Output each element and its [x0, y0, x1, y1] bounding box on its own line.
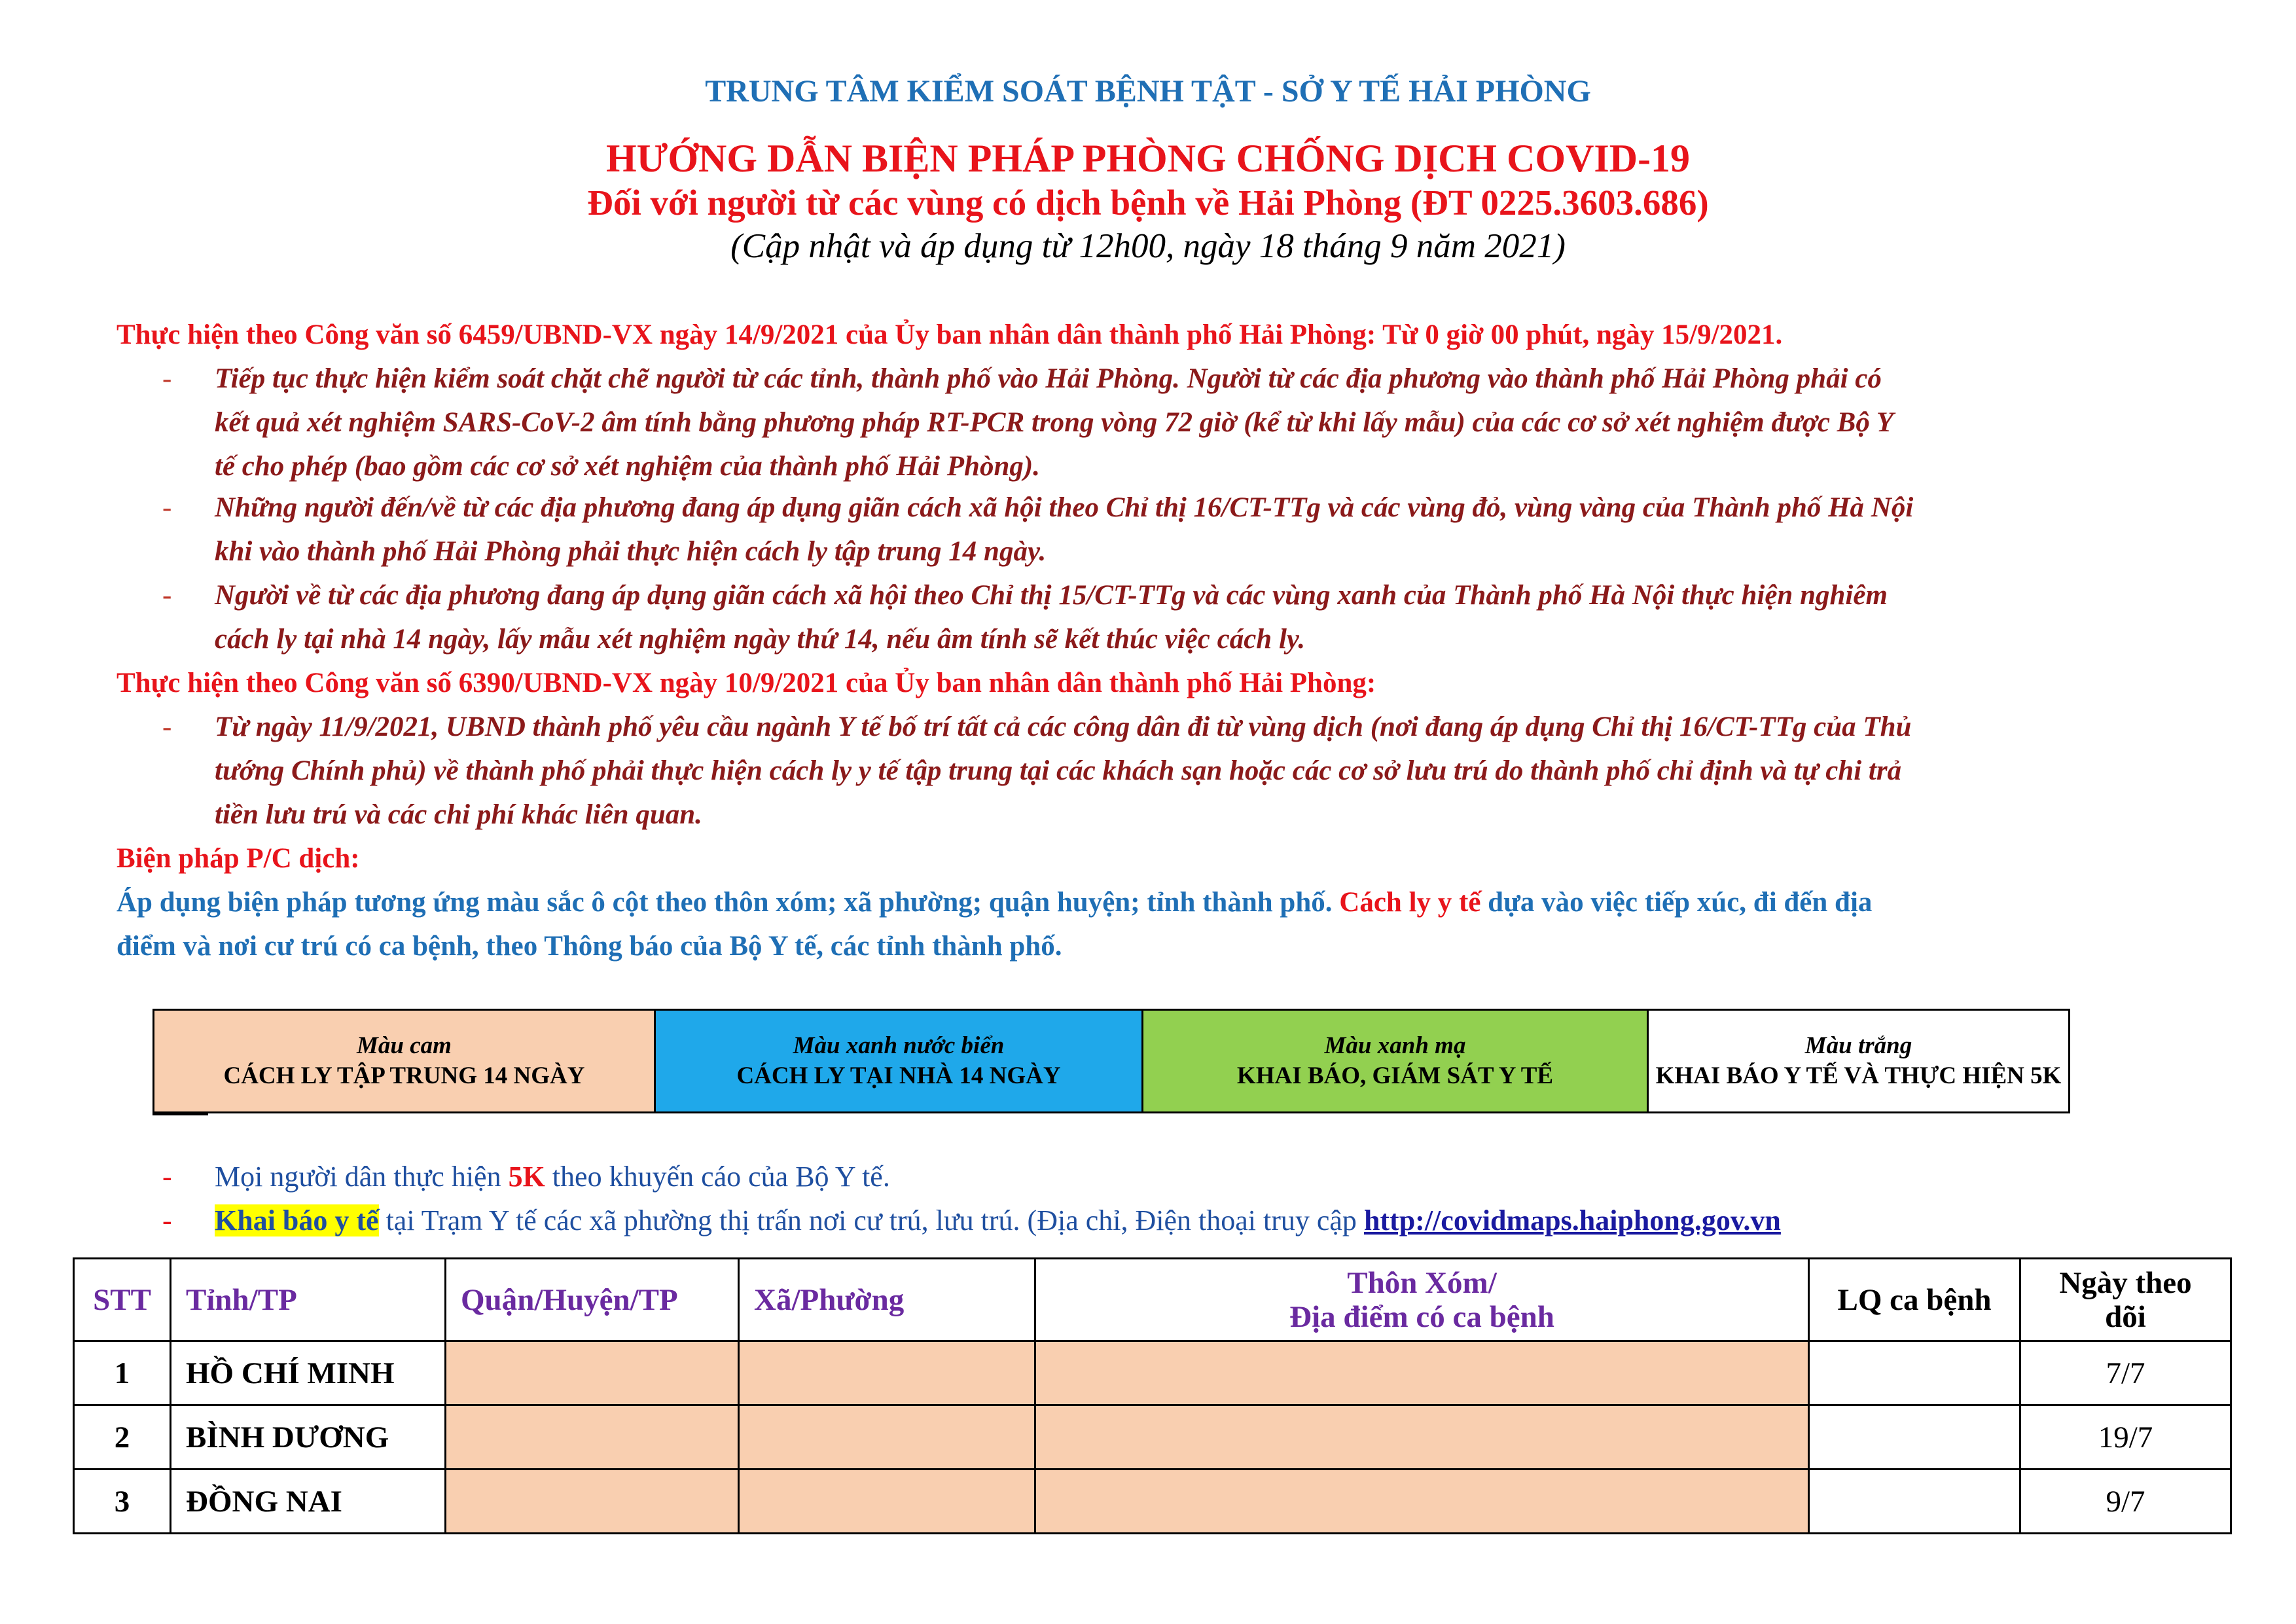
cell-district — [446, 1341, 739, 1405]
cell-date: 9/7 — [2020, 1470, 2231, 1534]
bullet-line: Những người đến/về từ các địa phương đang áp dụng giãn cách xã hội theo Chỉ thị 16/CT-TTg và các vùng đỏ, vùng vàng của Thành phố Hà Nội — [215, 492, 1914, 523]
legend-description: CÁCH LY TẠI NHÀ 14 NGÀY — [736, 1062, 1061, 1089]
cell-village — [1035, 1341, 1809, 1405]
note-dash: - — [162, 1204, 172, 1236]
legend-description: KHAI BÁO, GIÁM SÁT Y TẾ — [1236, 1062, 1554, 1089]
document-subtitle: Đối với người từ các vùng có dịch bệnh về Hải Phòng (ĐT 0225.3603.686) — [587, 183, 1709, 223]
directive1-bullet-3 — [117, 573, 2191, 661]
directive2-bullet-1 — [117, 705, 2191, 837]
header-related: LQ ca bệnh — [1809, 1259, 2020, 1341]
cell-ward — [739, 1470, 1035, 1534]
legend-color-name: Màu trắng — [1804, 1032, 1912, 1059]
legend-orange — [154, 1011, 656, 1111]
note-5k — [162, 1155, 2257, 1199]
table-header-row — [74, 1259, 2231, 1341]
cell-date: 19/7 — [2020, 1405, 2231, 1470]
cell-province: ĐỒNG NAI — [171, 1470, 446, 1534]
note-dash: - — [162, 1161, 172, 1193]
cell-stt: 3 — [74, 1470, 171, 1534]
directive1-heading: Thực hiện theo Công văn số 6459/UBND-VX ngày 14/9/2021 của Ủy ban nhân dân thành phố Hải Phòng: Từ 0 giờ 00 phút, ngày 15/9/2021. — [117, 319, 1783, 350]
note-text: tại Trạm Y tế các xã phường thị trấn nơi cư trú, lưu trú. (Địa chỉ, Điện thoại truy cập — [386, 1204, 1357, 1236]
note-medical-declaration — [162, 1199, 2257, 1242]
cell-district — [446, 1470, 739, 1534]
bullet-line: Từ ngày 11/9/2021, UBND thành phố yêu cầu ngành Y tế bố trí tất cả các công dân đi từ vùng dịch (nơi đang áp dụng Chỉ thị 16/CT-TTg của Thủ — [215, 712, 1912, 742]
legend-white — [1649, 1011, 2068, 1111]
note-text: theo khuyến cáo của Bộ Y tế. — [552, 1161, 890, 1193]
cell-stt: 2 — [74, 1405, 171, 1470]
cell-related — [1809, 1341, 2020, 1405]
legend-color-name: Màu xanh nước biển — [793, 1032, 1005, 1059]
cell-village — [1035, 1405, 1809, 1470]
header-village-line: Địa điểm có ca bệnh — [1289, 1299, 1554, 1334]
legend-green — [1143, 1011, 1649, 1111]
measures-text: Áp dụng biện pháp tương ứng màu sắc ô cột theo thôn xóm; xã phường; quận huyện; tỉnh thành phố. — [117, 887, 1333, 918]
bullet-dash: - — [162, 363, 172, 394]
bullet-line: tướng Chính phủ) về thành phố phải thực hiện cách ly y tế tập trung tại các khách sạn hoặc các cơ sở lưu trú do thành phố chỉ định và tự chi trả — [215, 755, 1902, 786]
bullet-dash: - — [162, 492, 172, 523]
bullet-line: Tiếp tục thực hiện kiểm soát chặt chẽ người từ các tỉnh, thành phố vào Hải Phòng. Người từ các địa phương vào thành phố Hải Phòng phải có — [215, 363, 1882, 394]
5k-label: 5K — [508, 1161, 545, 1193]
cell-village — [1035, 1470, 1809, 1534]
legend-color-name: Màu xanh mạ — [1324, 1032, 1466, 1059]
cell-province: BÌNH DƯƠNG — [171, 1405, 446, 1470]
directive2-heading: Thực hiện theo Công văn số 6390/UBND-VX ngày 10/9/2021 của Ủy ban nhân dân thành phố Hải Phòng: — [117, 668, 1376, 698]
measures-text: dựa vào việc tiếp xúc, đi đến địa — [1488, 887, 1873, 918]
cell-ward — [739, 1405, 1035, 1470]
legend-color-name: Màu cam — [357, 1032, 452, 1059]
bullet-line: Người về từ các địa phương đang áp dụng giãn cách xã hội theo Chỉ thị 15/CT-TTg và các vùng xanh của Thành phố Hà Nội thực hiện nghiêm — [215, 580, 1888, 611]
table-row — [74, 1405, 2231, 1470]
bullet-dash: - — [162, 580, 172, 611]
header-date — [2020, 1259, 2231, 1341]
bullet-line: tiền lưu trú và các chi phí khác liên quan. — [215, 799, 702, 830]
table-row — [74, 1470, 2231, 1534]
cell-stt: 1 — [74, 1341, 171, 1405]
cell-ward — [739, 1341, 1035, 1405]
cell-province: HỒ CHÍ MINH — [171, 1341, 446, 1405]
bullet-line: cách ly tại nhà 14 ngày, lấy mẫu xét nghiệm ngày thứ 14, nếu âm tính sẽ kết thúc việc cách ly. — [215, 624, 1306, 655]
measures-line-1 — [117, 880, 2191, 924]
cell-district — [446, 1405, 739, 1470]
cell-date: 7/7 — [2020, 1341, 2231, 1405]
cell-related — [1809, 1405, 2020, 1470]
color-legend — [152, 1009, 2070, 1113]
legend-description: KHAI BÁO Y TẾ VÀ THỰC HIỆN 5K — [1655, 1062, 2062, 1089]
cell-related — [1809, 1470, 2020, 1534]
header-province: Tỉnh/TP — [171, 1259, 446, 1341]
table-row — [74, 1341, 2231, 1405]
outbreak-table — [73, 1257, 2232, 1534]
header-date-line: dõi — [2105, 1299, 2146, 1334]
header-stt: STT — [74, 1259, 171, 1341]
document-title: HƯỚNG DẪN BIỆN PHÁP PHÒNG CHỐNG DỊCH COVID-19 — [605, 137, 1691, 180]
bullet-line: khi vào thành phố Hải Phòng phải thực hiện cách ly tập trung 14 ngày. — [215, 536, 1047, 567]
bullet-line: kết quả xét nghiệm SARS-CoV-2 âm tính bằng phương pháp RT-PCR trong vòng 72 giờ (kể từ khi lấy mẫu) của các cơ sở xét nghiệm được Bộ Y — [215, 407, 1894, 438]
header-district: Quận/Huyện/TP — [446, 1259, 739, 1341]
header-village-line: Thôn Xóm/ — [1347, 1265, 1497, 1300]
measures-line-2: điểm và nơi cư trú có ca bệnh, theo Thông báo của Bộ Y tế, các tỉnh thành phố. — [117, 931, 1062, 962]
organization-header: TRUNG TÂM KIỂM SOÁT BỆNH TẬT - SỞ Y TẾ HẢI PHÒNG — [705, 74, 1591, 109]
measures-heading: Biện pháp P/C dịch: — [117, 843, 360, 874]
legend-blue — [656, 1011, 1143, 1111]
medical-isolation-label: Cách ly y tế — [1339, 887, 1481, 918]
bullet-dash: - — [162, 712, 172, 742]
legend-underline — [152, 1113, 208, 1115]
header-ward: Xã/Phường — [739, 1259, 1035, 1341]
bullet-line: tế cho phép (bao gồm các cơ sở xét nghiệm của thành phố Hải Phòng). — [215, 451, 1040, 482]
header-date-line: Ngày theo — [2059, 1265, 2192, 1300]
header-village — [1035, 1259, 1809, 1341]
directive1-bullet-2 — [117, 486, 2191, 573]
update-date: (Cập nhật và áp dụng từ 12h00, ngày 18 tháng 9 năm 2021) — [730, 227, 1566, 265]
directive1-bullet-1 — [117, 357, 2191, 488]
medical-declaration-label: Khai báo y tế — [215, 1204, 379, 1236]
covidmaps-link[interactable]: http://covidmaps.haiphong.gov.vn — [1363, 1204, 1781, 1236]
note-text: Mọi người dân thực hiện — [215, 1161, 501, 1193]
legend-description: CÁCH LY TẬP TRUNG 14 NGÀY — [223, 1062, 585, 1089]
